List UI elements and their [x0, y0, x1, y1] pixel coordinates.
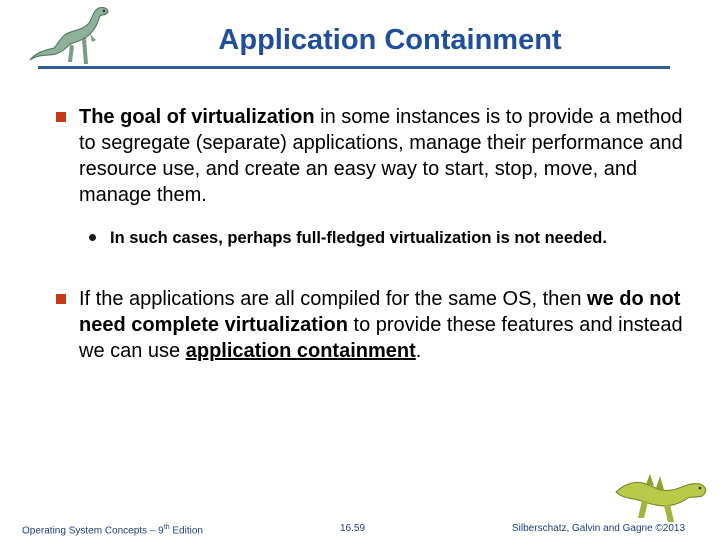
title-underline [38, 66, 670, 69]
sub-bullet-1-text: In such cases, perhaps full-fledged virtualization is not needed. [110, 229, 607, 247]
bullet-1-lead: The goal of virtualization [79, 106, 315, 128]
bullet-1-text [79, 104, 696, 208]
bullet-square-icon [56, 112, 66, 122]
bullet-2-bold: we do not need complete virtualization [79, 288, 681, 336]
footer-book-sup: th [163, 524, 170, 531]
bullet-2-text [79, 286, 696, 364]
bullet-2-end: . [415, 340, 422, 362]
footer-page-number: 16.59 [340, 523, 366, 534]
bullet-2-part2: to provide these features and instead we can use [79, 314, 683, 362]
footer-book-prefix: Operating System Concepts – 9 [22, 525, 164, 537]
footer-book-title [22, 524, 203, 536]
bullet-dot-icon [89, 234, 96, 241]
footer-book-suffix: Edition [169, 525, 203, 537]
slide-title: Application Containment [218, 24, 562, 56]
bullet-2-part1: If the applications are all compiled for the same OS, then [79, 288, 588, 310]
dinosaur-logo-icon [612, 462, 712, 526]
bullet-square-icon [56, 294, 66, 304]
dinosaur-logo-icon [26, 4, 112, 68]
bullet-1-rest: in some instances is to provide a method to segregate (separate) applications, manage their performance and resource use, and create an easy way to start, stop, move, and manage them. [79, 106, 683, 206]
footer-authors: Silberschatz, Galvin and Gagne ©2013 [512, 523, 686, 534]
bullet-2-underlined: application containment [185, 340, 416, 362]
